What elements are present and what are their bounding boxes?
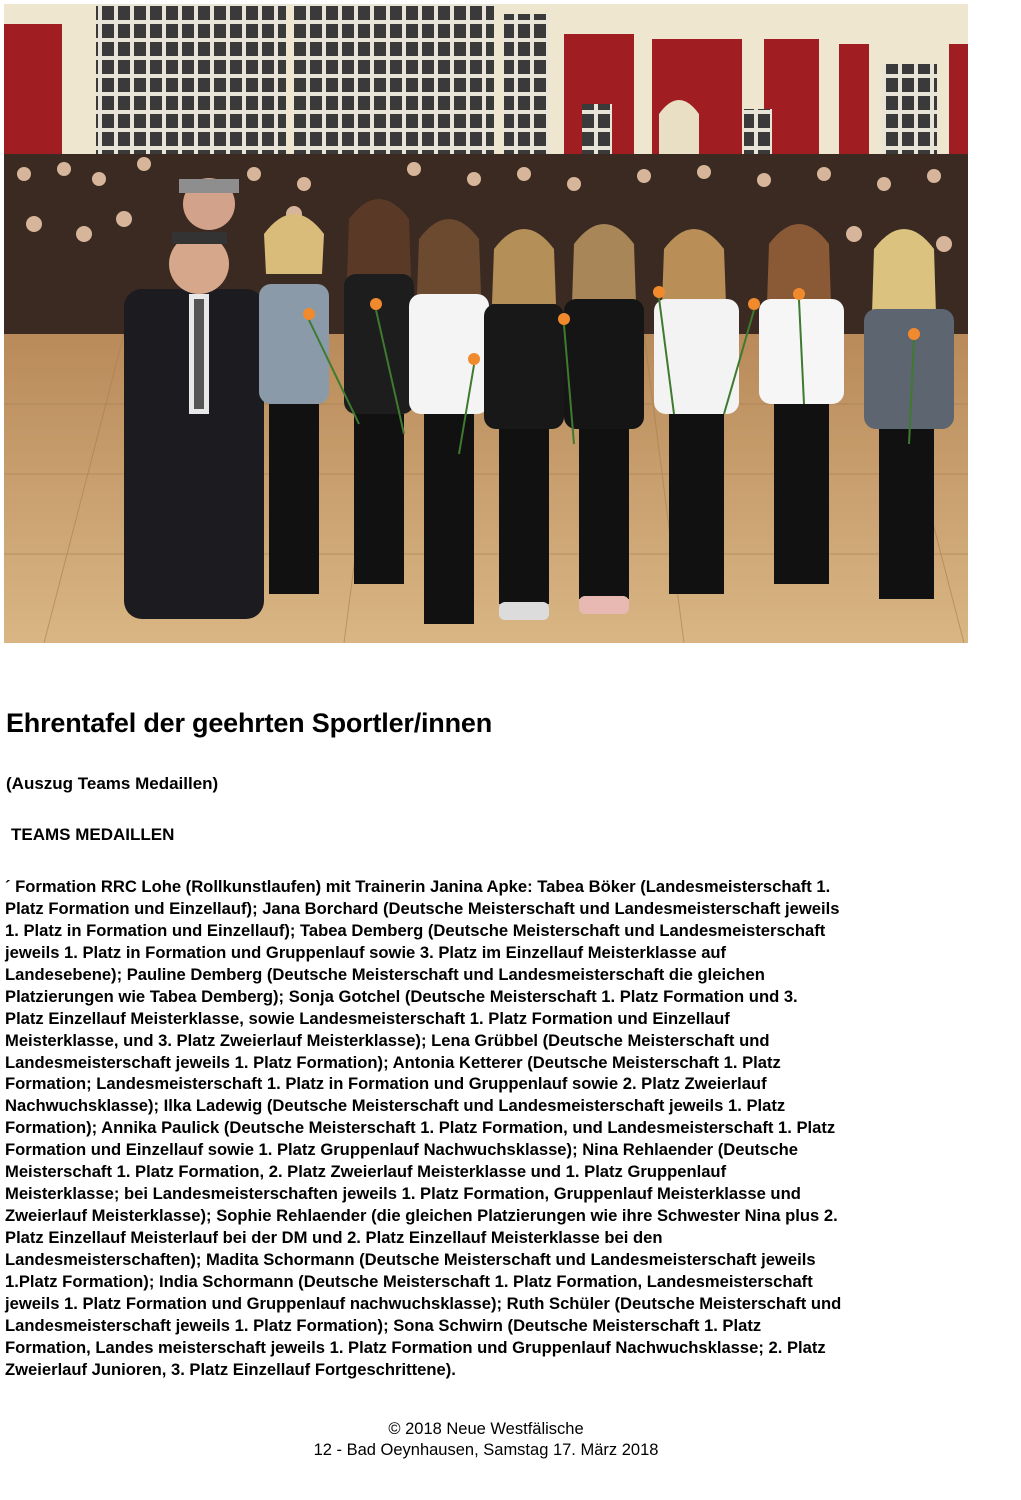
issue-info: 12 - Bad Oeynhausen, Samstag 17. März 2018 <box>313 1441 659 1459</box>
body-line: Meisterklasse, und 3. Platz Zweierlauf Meisterklasse); Lena Grübbel (Deutsche Meisterschaft und <box>5 1030 770 1050</box>
body-line: Landesmeisterschaften); Madita Schormann (Deutsche Meisterschaft und Landesmeisterschaft jeweils <box>5 1249 816 1269</box>
body-line: Landesmeisterschaft jeweils 1. Platz Formation); Antonia Ketterer (Deutsche Meisterschaft 1. Platz <box>5 1052 781 1072</box>
article-subtitle: (Auszug Teams Medaillen) <box>6 774 219 793</box>
article-body <box>5 876 973 1381</box>
body-line: Landesebene); Pauline Demberg (Deutsche Meisterschaft und Landesmeisterschaft die gleichen <box>5 964 765 984</box>
body-line: Nachwuchsklasse); Ilka Ladewig (Deutsche Meisterschaft und Landesmeisterschaft jeweils 1. Platz <box>5 1096 786 1116</box>
body-line: Platz Einzellauf Meisterklasse, sowie Landesmeisterschaft 1. Platz Formation und Einzellauf <box>5 1008 730 1028</box>
body-line: Platz Einzellauf Meisterlauf bei der DM und 2. Platz Einzellauf Meisterklasse bei den <box>5 1228 663 1247</box>
body-line: Meisterschaft 1. Platz Formation, 2. Platz Zweierlauf Meisterklasse und 1. Platz Gruppenlauf <box>5 1162 727 1182</box>
body-line: Formation); Annika Paulick (Deutsche Meisterschaft 1. Platz Formation, und Landesmeisterschaft 1. Platz <box>5 1118 836 1138</box>
article-headline: Ehrentafel der geehrten Sportler/innen <box>6 708 492 738</box>
body-line: Formation und Einzellauf sowie 1. Platz Gruppenlauf Nachwuchsklasse); Nina Rehlaender (Deutsche <box>5 1140 798 1160</box>
body-line: jeweils 1. Platz Formation und Gruppenlauf nachwuchsklasse); Ruth Schüler (Deutsche Meisterschaft und <box>5 1293 842 1313</box>
body-line: Platz Formation und Einzellauf); Jana Borchard (Deutsche Meisterschaft und Landesmeisterschaft jeweils <box>5 898 840 918</box>
group-photo <box>4 4 968 643</box>
body-line: Formation, Landes meisterschaft jeweils 1. Platz Formation und Gruppenlauf Nachwuchsklasse; 2. Platz <box>5 1337 826 1357</box>
body-line: 1. Platz in Formation und Einzellauf); Tabea Demberg (Deutsche Meisterschaft und Landesmeisterschaft <box>5 920 826 940</box>
body-line: jeweils 1. Platz in Formation und Gruppenlauf sowie 3. Platz im Einzellauf Meisterklasse auf <box>5 942 727 962</box>
body-line: Zweierlauf Junioren, 3. Platz Einzellauf Fortgeschrittene). <box>5 1359 456 1379</box>
body-line: Landesmeisterschaft jeweils 1. Platz Formation); Sona Schwirn (Deutsche Meisterschaft 1. Platz <box>5 1315 762 1335</box>
body-line: Platzierungen wie Tabea Demberg); Sonja Gotchel (Deutsche Meisterschaft 1. Platz Formation und 3. <box>5 986 798 1006</box>
section-label: TEAMS MEDAILLEN <box>11 825 175 844</box>
page-footer <box>0 1419 972 1461</box>
copyright-notice: © 2018 Neue Westfälische <box>388 1420 584 1438</box>
body-line: Meisterklasse; bei Landesmeisterschaften jeweils 1. Platz Formation, Gruppenlauf Meisterklasse und <box>5 1184 801 1204</box>
body-line: Formation; Landesmeisterschaft 1. Platz in Formation und Gruppenlauf sowie 2. Platz Zweierlauf <box>5 1074 767 1094</box>
body-line: ´ Formation RRC Lohe (Rollkunstlaufen) mit Trainerin Janina Apke: Tabea Böker (Landesmeisterschaft 1. <box>5 877 831 896</box>
body-line: 1.Platz Formation); India Schormann (Deutsche Meisterschaft 1. Platz Formation, Landesmeisterschaft <box>5 1271 813 1291</box>
body-line: Zweierlauf Meisterklasse); Sophie Rehlaender (die gleichen Platzierungen wie ihre Schwester Nina plus 2. <box>5 1206 838 1226</box>
